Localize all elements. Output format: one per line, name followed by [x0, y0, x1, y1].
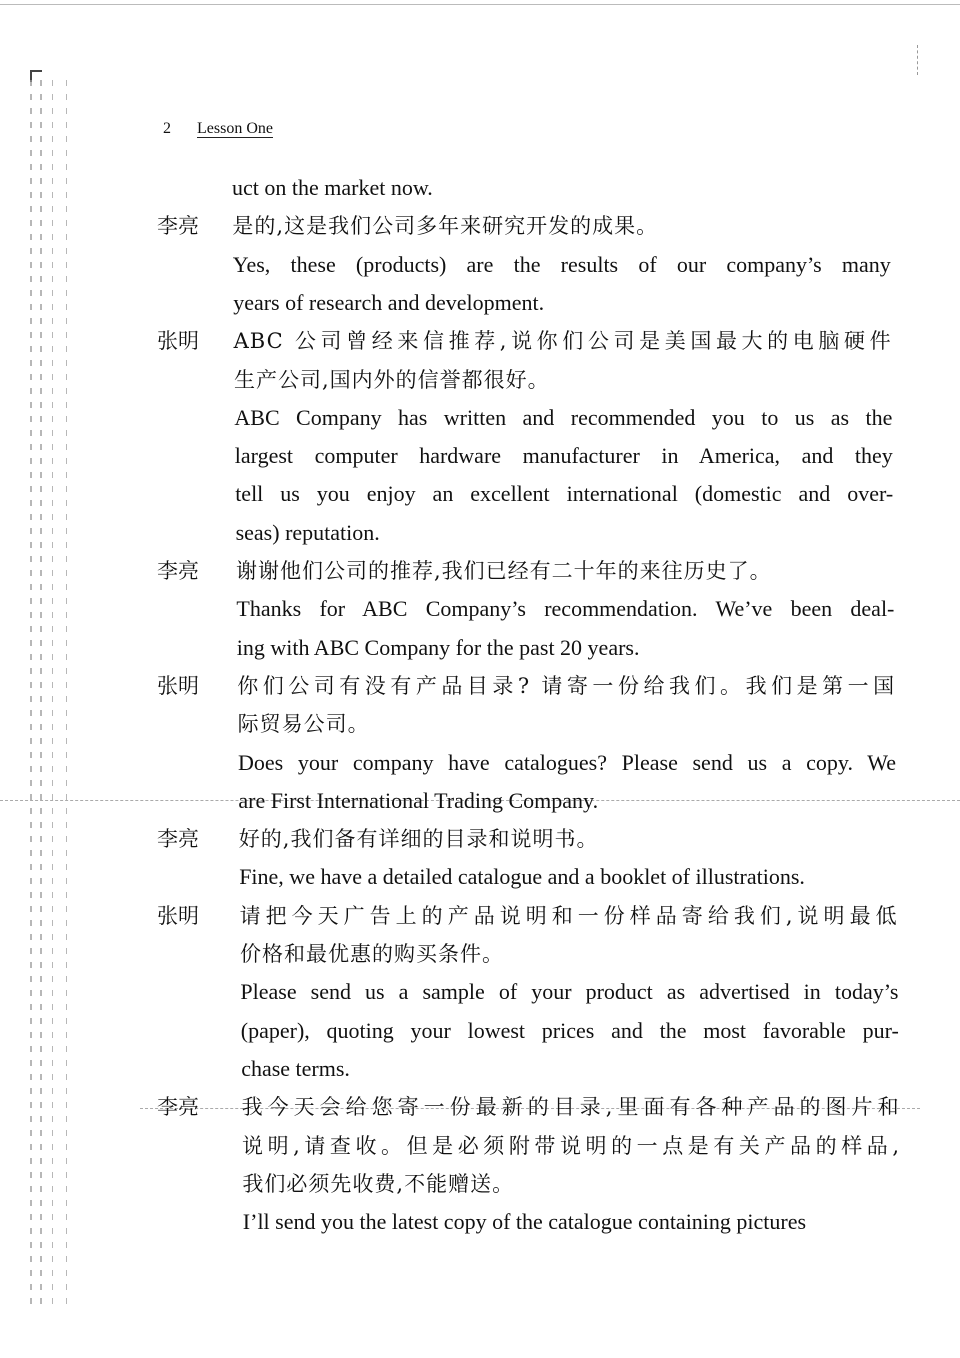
chinese-line: 好的,我们备有详细的目录和说明书。: [238, 827, 599, 852]
english-line: Please send us a sample of your product as advertised in today’s: [240, 979, 899, 1005]
scan-margin-noise: [30, 80, 75, 1310]
english-line: are First International Trading Company.: [238, 787, 599, 813]
scan-edge: [0, 4, 960, 5]
speaker-name: 李亮: [157, 214, 199, 239]
speaker-name: 张明: [157, 329, 199, 354]
english-line: seas) reputation.: [235, 519, 380, 545]
english-line: (paper), quoting your lowest prices and the most favorable pur-: [240, 1017, 899, 1043]
speaker-name: 李亮: [157, 559, 199, 583]
lesson-title: Lesson One: [197, 120, 273, 137]
chinese-line: 请把今天广告上的产品说明和一份样品寄给我们,说明最低: [239, 903, 898, 928]
chinese-line: 际贸易公司。: [237, 712, 370, 737]
english-line: Yes, these (products) are the results of our company’s many: [232, 251, 891, 277]
english-line: I’ll send you the latest copy of the catalogue containing pictures: [242, 1209, 807, 1235]
page-header: [163, 120, 273, 138]
english-line: Does your company have catalogues? Please send us a copy. We: [238, 749, 896, 775]
speaker-name: 张明: [157, 673, 199, 698]
speaker-name: 李亮: [157, 827, 199, 852]
chinese-line: 谢谢他们公司的推荐,我们已经有二十年的来往历史了。: [236, 559, 772, 583]
chinese-line: 价格和最优惠的购买条件。: [240, 942, 504, 966]
scan-mark: [917, 45, 919, 75]
chinese-line: 我们必须先收费,不能赠送。: [242, 1171, 515, 1196]
english-line: uct on the market now.: [232, 175, 433, 200]
english-line: ing with ABC Company for the past 20 years.: [236, 634, 640, 660]
english-line: tell us you enjoy an excellent international (domestic and over-: [235, 481, 894, 507]
chinese-line: 我今天会给您寄一份最新的目录,里面有各种产品的图片和: [241, 1095, 900, 1120]
english-line: years of research and development.: [233, 289, 545, 315]
english-line: largest computer hardware manufacturer in America, and they: [234, 443, 893, 469]
english-line: ABC Company has written and recommended you to us as the: [234, 404, 893, 430]
speaker-name: 张明: [157, 903, 199, 928]
english-line: Fine, we have a detailed catalogue and a booklet of illustrations.: [239, 864, 805, 890]
english-line: Thanks for ABC Company’s recommendation. We’ve been deal-: [236, 596, 895, 622]
chinese-line: ABC 公司曾经来信推荐,说你们公司是美国最大的电脑硬件: [233, 329, 892, 354]
page-number: 2: [163, 120, 171, 137]
chinese-line: 生产公司,国内外的信誉都很好。: [234, 367, 550, 392]
chinese-line: 你们公司有没有产品目录? 请寄一份给我们。我们是第一国: [237, 673, 896, 698]
chinese-line: 是的,这是我们公司多年来研究开发的成果。: [232, 214, 659, 239]
speaker-name: 李亮: [157, 1095, 199, 1120]
chinese-line: 说明,请查收。但是必须附带说明的一点是有关产品的样品,: [242, 1133, 900, 1158]
english-line: chase terms.: [241, 1055, 350, 1081]
